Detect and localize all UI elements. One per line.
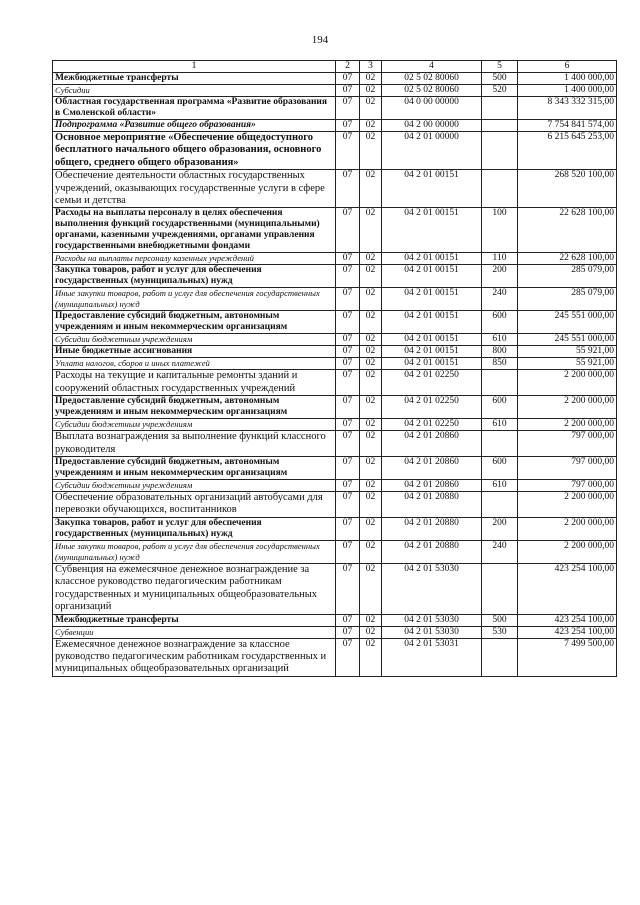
target-article-cell: 04 2 01 53030: [382, 563, 482, 614]
subsection-cell: 02: [360, 346, 382, 358]
target-article-cell: 04 2 01 20860: [382, 457, 482, 480]
target-article-cell: 04 2 01 00151: [382, 265, 482, 288]
section-cell: 07: [336, 492, 360, 518]
target-article-cell: 04 2 01 02250: [382, 419, 482, 431]
amount-cell: 6 215 645 253,00: [518, 132, 617, 170]
table-row: [53, 614, 617, 626]
subsection-cell: 02: [360, 480, 382, 492]
row-name-cell: Субсидии: [53, 85, 336, 97]
subsection-cell: 02: [360, 97, 382, 120]
subsection-cell: 02: [360, 358, 382, 370]
section-cell: 07: [336, 208, 360, 253]
table-row: [53, 431, 617, 457]
amount-cell: 8 343 332 315,00: [518, 97, 617, 120]
amount-cell: 55 921,00: [518, 358, 617, 370]
target-article-cell: 04 2 01 20880: [382, 540, 482, 563]
section-cell: 07: [336, 517, 360, 540]
row-name-cell: Выплата вознаграждения за выполнение функций классного руководителя: [53, 431, 336, 457]
table-body: [53, 73, 617, 677]
target-article-cell: 04 2 01 00151: [382, 253, 482, 265]
amount-cell: 2 200 000,00: [518, 419, 617, 431]
section-cell: 07: [336, 85, 360, 97]
subsection-cell: 02: [360, 396, 382, 419]
amount-cell: 2 200 000,00: [518, 540, 617, 563]
target-article-cell: 02 5 02 80060: [382, 85, 482, 97]
target-article-cell: 04 2 01 00151: [382, 346, 482, 358]
subsection-cell: 02: [360, 517, 382, 540]
row-name-cell: Ежемесячное денежное вознаграждение за классное руководство педагогическим работникам государственных и муниципальных общеобразовательных организаций: [53, 638, 336, 676]
section-cell: 07: [336, 346, 360, 358]
section-cell: 07: [336, 288, 360, 311]
table-row: [53, 370, 617, 396]
amount-cell: 22 628 100,00: [518, 208, 617, 253]
table-row: [53, 132, 617, 170]
table-row: [53, 334, 617, 346]
row-name-cell: Закупка товаров, работ и услуг для обеспечения государственных (муниципальных) нужд: [53, 265, 336, 288]
row-name-cell: Областная государственная программа «Развитие образования в Смоленской области»: [53, 97, 336, 120]
amount-cell: 2 200 000,00: [518, 370, 617, 396]
target-article-cell: 04 2 01 20860: [382, 480, 482, 492]
section-cell: 07: [336, 370, 360, 396]
section-cell: 07: [336, 132, 360, 170]
section-cell: 07: [336, 334, 360, 346]
expense-type-cell: 200: [482, 265, 518, 288]
section-cell: 07: [336, 626, 360, 638]
expense-type-cell: [482, 431, 518, 457]
target-article-cell: 04 2 01 02250: [382, 370, 482, 396]
table-row: [53, 288, 617, 311]
target-article-cell: 04 2 01 53031: [382, 638, 482, 676]
target-article-cell: 04 2 01 00151: [382, 170, 482, 208]
table-row: [53, 419, 617, 431]
amount-cell: 1 400 000,00: [518, 85, 617, 97]
row-name-cell: Субсидии бюджетным учреждениям: [53, 419, 336, 431]
subsection-cell: 02: [360, 614, 382, 626]
target-article-cell: 04 2 01 53030: [382, 626, 482, 638]
section-cell: 07: [336, 540, 360, 563]
expense-type-cell: [482, 132, 518, 170]
expense-type-cell: 600: [482, 457, 518, 480]
section-cell: 07: [336, 120, 360, 132]
subsection-cell: 02: [360, 265, 382, 288]
expense-type-cell: [482, 120, 518, 132]
row-name-cell: Обеспечение деятельности областных государственных учреждений, оказывающих государственные услуги в сфере семьи и детства: [53, 170, 336, 208]
subsection-cell: 02: [360, 120, 382, 132]
subsection-cell: 02: [360, 540, 382, 563]
amount-cell: 285 079,00: [518, 288, 617, 311]
section-cell: 07: [336, 431, 360, 457]
target-article-cell: 04 2 01 02250: [382, 396, 482, 419]
table-row: [53, 311, 617, 334]
expense-type-cell: 600: [482, 311, 518, 334]
table-row: [53, 73, 617, 85]
row-name-cell: Субвенции: [53, 626, 336, 638]
row-name-cell: Иные закупки товаров, работ и услуг для обеспечения государственных (муниципальных) нужд: [53, 540, 336, 563]
amount-cell: 285 079,00: [518, 265, 617, 288]
subsection-cell: 02: [360, 132, 382, 170]
amount-cell: 2 200 000,00: [518, 396, 617, 419]
amount-cell: 423 254 100,00: [518, 614, 617, 626]
amount-cell: 423 254 100,00: [518, 626, 617, 638]
budget-table: [52, 60, 617, 677]
table-row: [53, 208, 617, 253]
expense-type-cell: 520: [482, 85, 518, 97]
expense-type-cell: 240: [482, 540, 518, 563]
row-name-cell: Расходы на выплаты персоналу в целях обеспечения выполнения функций государственными (муниципальными) органами, казенными учреждениями, органами управления государственными внебюджетными фондами: [53, 208, 336, 253]
row-name-cell: Межбюджетные трансферты: [53, 73, 336, 85]
target-article-cell: 04 2 01 20880: [382, 517, 482, 540]
row-name-cell: Предоставление субсидий бюджетным, автономным учреждениям и иным некоммерческим организациям: [53, 396, 336, 419]
subsection-cell: 02: [360, 73, 382, 85]
target-article-cell: 04 2 01 00000: [382, 132, 482, 170]
amount-cell: 245 551 000,00: [518, 334, 617, 346]
table-row: [53, 85, 617, 97]
row-name-cell: Закупка товаров, работ и услуг для обеспечения государственных (муниципальных) нужд: [53, 517, 336, 540]
subsection-cell: 02: [360, 626, 382, 638]
column-header-2: 2: [336, 61, 360, 73]
section-cell: 07: [336, 311, 360, 334]
expense-type-cell: 610: [482, 419, 518, 431]
amount-cell: 2 200 000,00: [518, 492, 617, 518]
row-name-cell: Иные закупки товаров, работ и услуг для обеспечения государственных (муниципальных) нужд: [53, 288, 336, 311]
row-name-cell: Расходы на текущие и капитальные ремонты зданий и сооружений областных государственных учреждений: [53, 370, 336, 396]
column-header-6: 6: [518, 61, 617, 73]
page-number: 194: [311, 34, 329, 46]
expense-type-cell: [482, 170, 518, 208]
section-cell: 07: [336, 97, 360, 120]
row-name-cell: Субсидии бюджетным учреждениям: [53, 480, 336, 492]
table-row: [53, 358, 617, 370]
table-row: [53, 170, 617, 208]
subsection-cell: 02: [360, 492, 382, 518]
subsection-cell: 02: [360, 311, 382, 334]
column-header-1: 1: [53, 61, 336, 73]
table-row: [53, 517, 617, 540]
target-article-cell: 04 2 01 00151: [382, 288, 482, 311]
expense-type-cell: 100: [482, 208, 518, 253]
expense-type-cell: 610: [482, 334, 518, 346]
amount-cell: 55 921,00: [518, 346, 617, 358]
target-article-cell: 04 2 01 00151: [382, 358, 482, 370]
section-cell: 07: [336, 614, 360, 626]
section-cell: 07: [336, 457, 360, 480]
expense-type-cell: 850: [482, 358, 518, 370]
target-article-cell: 04 2 00 00000: [382, 120, 482, 132]
subsection-cell: 02: [360, 431, 382, 457]
target-article-cell: 04 2 01 00151: [382, 334, 482, 346]
section-cell: 07: [336, 480, 360, 492]
table-row: [53, 120, 617, 132]
target-article-cell: 04 0 00 00000: [382, 97, 482, 120]
amount-cell: 7 754 841 574,00: [518, 120, 617, 132]
target-article-cell: 02 5 02 80060: [382, 73, 482, 85]
row-name-cell: Расходы на выплаты персоналу казенных учреждений: [53, 253, 336, 265]
section-cell: 07: [336, 253, 360, 265]
column-header-4: 4: [382, 61, 482, 73]
expense-type-cell: [482, 563, 518, 614]
amount-cell: 268 520 100,00: [518, 170, 617, 208]
subsection-cell: 02: [360, 208, 382, 253]
subsection-cell: 02: [360, 638, 382, 676]
expense-type-cell: 600: [482, 396, 518, 419]
table-row: [53, 97, 617, 120]
subsection-cell: 02: [360, 334, 382, 346]
amount-cell: 797 000,00: [518, 457, 617, 480]
subsection-cell: 02: [360, 170, 382, 208]
subsection-cell: 02: [360, 563, 382, 614]
amount-cell: 22 628 100,00: [518, 253, 617, 265]
target-article-cell: 04 2 01 00151: [382, 311, 482, 334]
amount-cell: 1 400 000,00: [518, 73, 617, 85]
subsection-cell: 02: [360, 370, 382, 396]
subsection-cell: 02: [360, 253, 382, 265]
row-name-cell: Межбюджетные трансферты: [53, 614, 336, 626]
table-row: [53, 638, 617, 676]
table-row: [53, 563, 617, 614]
target-article-cell: 04 2 01 53030: [382, 614, 482, 626]
subsection-cell: 02: [360, 85, 382, 97]
expense-type-cell: [482, 492, 518, 518]
row-name-cell: Уплата налогов, сборов и иных платежей: [53, 358, 336, 370]
expense-type-cell: 610: [482, 480, 518, 492]
target-article-cell: 04 2 01 00151: [382, 208, 482, 253]
row-name-cell: Субвенция на ежемесячное денежное вознаграждение за классное руководство педагогическим работникам государственных и муниципальных общеобразовательных организаций: [53, 563, 336, 614]
table-row: [53, 457, 617, 480]
table-row: [53, 492, 617, 518]
amount-cell: 245 551 000,00: [518, 311, 617, 334]
table-row: [53, 396, 617, 419]
expense-type-cell: 500: [482, 73, 518, 85]
expense-type-cell: [482, 370, 518, 396]
section-cell: 07: [336, 73, 360, 85]
target-article-cell: 04 2 01 20880: [382, 492, 482, 518]
section-cell: 07: [336, 358, 360, 370]
section-cell: 07: [336, 265, 360, 288]
expense-type-cell: 110: [482, 253, 518, 265]
section-cell: 07: [336, 419, 360, 431]
expense-type-cell: 240: [482, 288, 518, 311]
column-header-5: 5: [482, 61, 518, 73]
table-row: [53, 540, 617, 563]
section-cell: 07: [336, 170, 360, 208]
table-row: [53, 346, 617, 358]
row-name-cell: Иные бюджетные ассигнования: [53, 346, 336, 358]
expense-type-cell: 200: [482, 517, 518, 540]
row-name-cell: Обеспечение образовательных организаций автобусами для перевозки обучающихся, воспитанников: [53, 492, 336, 518]
subsection-cell: 02: [360, 288, 382, 311]
expense-type-cell: [482, 638, 518, 676]
subsection-cell: 02: [360, 419, 382, 431]
amount-cell: 797 000,00: [518, 480, 617, 492]
target-article-cell: 04 2 01 20860: [382, 431, 482, 457]
row-name-cell: Основное мероприятие «Обеспечение общедоступного бесплатного начального общего образования, основного общего, среднего общего образования»: [53, 132, 336, 170]
row-name-cell: Подпрограмма «Развитие общего образования»: [53, 120, 336, 132]
column-header-3: 3: [360, 61, 382, 73]
expense-type-cell: 500: [482, 614, 518, 626]
table-row: [53, 265, 617, 288]
table-row: [53, 253, 617, 265]
row-name-cell: Предоставление субсидий бюджетным, автономным учреждениям и иным некоммерческим организациям: [53, 457, 336, 480]
table-header-row: [53, 61, 617, 73]
row-name-cell: Субсидии бюджетным учреждениям: [53, 334, 336, 346]
amount-cell: 2 200 000,00: [518, 517, 617, 540]
section-cell: 07: [336, 396, 360, 419]
amount-cell: 797 000,00: [518, 431, 617, 457]
row-name-cell: Предоставление субсидий бюджетным, автономным учреждениям и иным некоммерческим организациям: [53, 311, 336, 334]
table-row: [53, 480, 617, 492]
table-row: [53, 626, 617, 638]
expense-type-cell: [482, 97, 518, 120]
section-cell: 07: [336, 563, 360, 614]
section-cell: 07: [336, 638, 360, 676]
amount-cell: 7 499 500,00: [518, 638, 617, 676]
expense-type-cell: 800: [482, 346, 518, 358]
subsection-cell: 02: [360, 457, 382, 480]
amount-cell: 423 254 100,00: [518, 563, 617, 614]
expense-type-cell: 530: [482, 626, 518, 638]
